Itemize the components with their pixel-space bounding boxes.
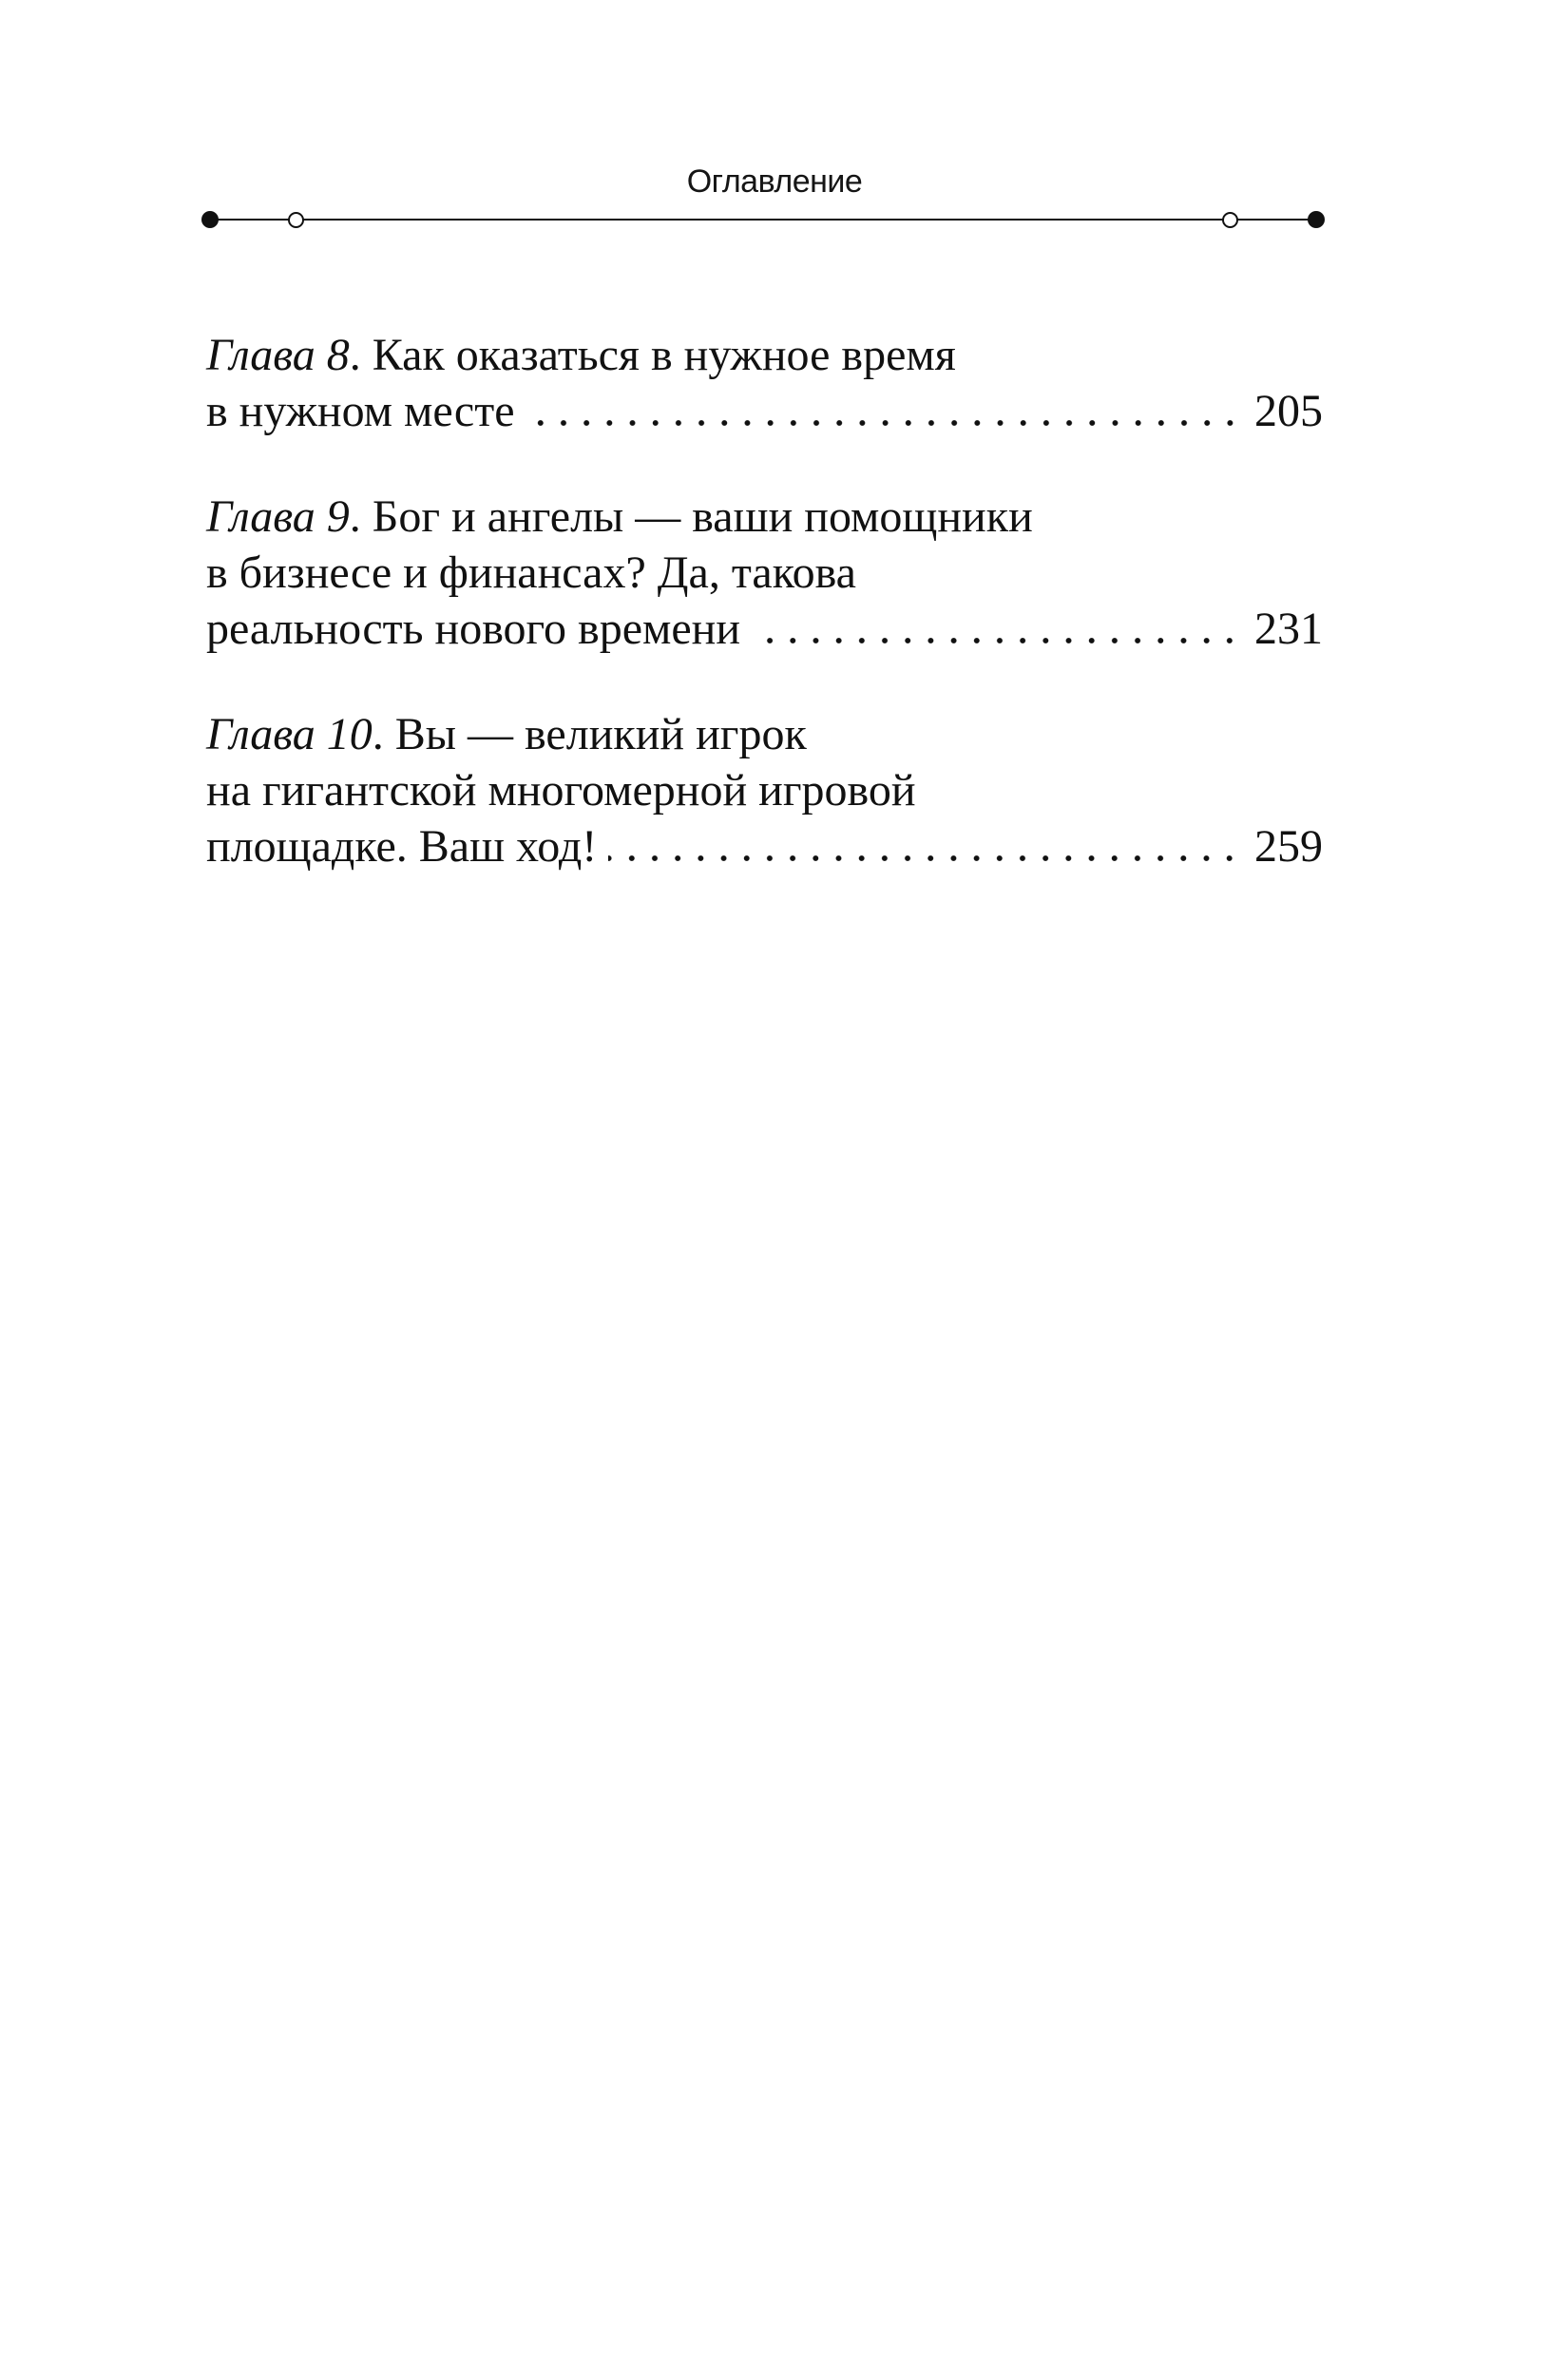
running-head-title: Оглавление [686, 163, 863, 200]
chapter-title-line: Как оказаться в нужное время [372, 330, 956, 380]
toc-entry-chapter-8[interactable] [206, 327, 1323, 439]
chapter-title-line: площадке. Ваш ход! [206, 821, 598, 872]
label-separator: . [349, 330, 373, 380]
chapter-title-line: в бизнесе и финансах? Да, такова [206, 547, 856, 598]
page-number[interactable]: 231 [1254, 604, 1323, 654]
toc-entry-line [206, 762, 1323, 818]
hollow-dot-icon [1222, 212, 1238, 228]
chapter-label: Глава 10 [206, 709, 373, 759]
filled-dot-icon [201, 211, 219, 228]
header-ornament-rule [201, 211, 1325, 228]
toc-entry-last-line [206, 818, 1323, 874]
chapter-title-line: реальность нового времени [206, 604, 741, 654]
filled-dot-icon [1308, 211, 1325, 228]
toc-entry-chapter-10[interactable] [206, 706, 1323, 874]
dot-leader [752, 635, 1241, 646]
toc-entry-line [206, 327, 1323, 383]
chapter-title-line: на гигантской многомерной игровой [206, 765, 916, 816]
toc-entry-line [206, 706, 1323, 762]
page-number[interactable]: 205 [1254, 386, 1323, 436]
label-separator: . [372, 709, 395, 759]
toc-entry-last-line [206, 383, 1323, 439]
dot-leader [608, 853, 1241, 864]
dot-leader [526, 417, 1242, 429]
chapter-title-line: Вы — великий игрок [394, 709, 807, 759]
horizontal-rule [210, 219, 1316, 221]
toc-entry-last-line [206, 601, 1323, 657]
toc-entry-line [206, 545, 1323, 601]
chapter-title-line: Бог и ангелы — ваши помощники [372, 491, 1033, 542]
chapter-label: Глава 9 [206, 491, 350, 542]
toc-entry-chapter-9[interactable] [206, 489, 1323, 657]
label-separator: . [349, 491, 373, 542]
hollow-dot-icon [288, 212, 304, 228]
chapter-label: Глава 8 [206, 330, 350, 380]
page-number[interactable]: 259 [1254, 821, 1323, 872]
chapter-title-line: в нужном месте [206, 386, 515, 436]
toc-entry-line [206, 489, 1323, 545]
table-of-contents [206, 327, 1323, 924]
